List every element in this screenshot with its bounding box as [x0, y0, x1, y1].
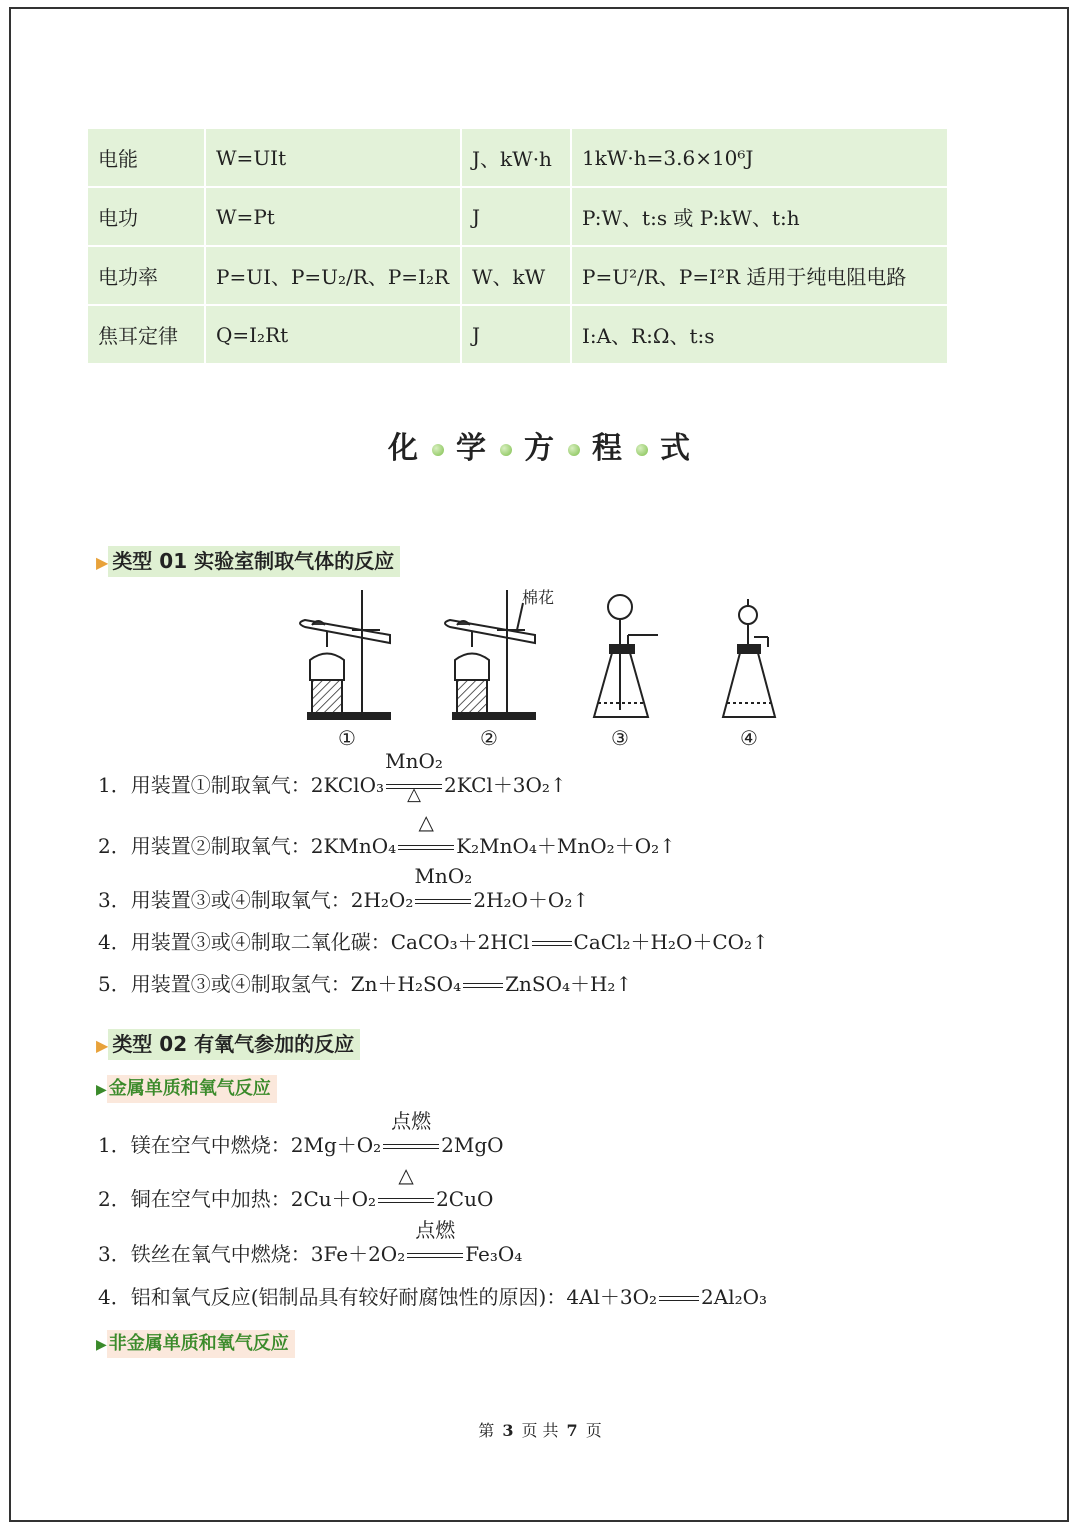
equation-line: 2．铜在空气中加热：2Cu＋O₂ △ 2CuO: [98, 1163, 494, 1211]
reaction-condition: MnO₂ △: [385, 749, 443, 805]
subsection-heading-1: [96, 1074, 277, 1100]
reaction-condition: △: [396, 834, 456, 858]
note: P:W、t:s 或 P:kW、t:h: [571, 187, 947, 246]
page-title: [0, 423, 1080, 467]
note: P=U²/R、P=I²R 适用于纯电阻电路: [571, 246, 947, 305]
reaction-condition: 点燃: [381, 1133, 441, 1157]
apparatus-label-3: ③: [611, 726, 629, 750]
apparatus-label-1: ①: [338, 726, 356, 750]
reaction-condition: MnO₂: [413, 888, 473, 912]
section-label: 类型 01 实验室制取气体的反应: [108, 546, 400, 577]
equals-sign: [659, 1296, 699, 1301]
quantity-name: 电功: [88, 187, 205, 246]
section-label: 类型 02 有氧气参加的反应: [108, 1029, 360, 1060]
title-char: 方: [524, 431, 556, 466]
unit: J、kW·h: [461, 129, 571, 187]
triangle-arrow-icon: ▶: [96, 1337, 107, 1353]
subsection-heading-2: [96, 1329, 295, 1355]
subsection-label: 金属单质和氧气反应: [107, 1075, 277, 1103]
equation-line: 4．用装置③或④制取二氧化碳：CaCO₃＋2HCl CaCl₂＋H₂O＋CO₂↑: [98, 930, 769, 954]
equation-line: 3．用装置③或④制取氧气：2H₂O₂ MnO₂ 2H₂O＋O₂↑: [98, 864, 590, 912]
bullet-dot-icon: [500, 444, 512, 456]
triangle-arrow-icon: ▶: [96, 1082, 107, 1098]
apparatus-3: [594, 595, 658, 717]
equation-line: 3．铁丝在氧气中燃烧：3Fe＋2O₂ 点燃 Fe₃O₄: [98, 1218, 523, 1266]
triangle-arrow-icon: ▶: [96, 553, 109, 572]
quantity-name: 焦耳定律: [88, 305, 205, 363]
bullet-dot-icon: [636, 444, 648, 456]
title-char: 程: [592, 431, 624, 466]
equation-line: 1．用装置①制取氧气：2KClO₃ MnO₂ △ 2KCl＋3O₂↑: [98, 749, 567, 805]
unit: W、kW: [461, 246, 571, 305]
equation-line: 5．用装置③或④制取氢气：Zn＋H₂SO₄ ZnSO₄＋H₂↑: [98, 972, 633, 996]
note: 1kW·h=3.6×10⁶J: [571, 129, 947, 187]
formula: Q=I₂Rt: [205, 305, 461, 363]
apparatus-1: [300, 590, 390, 719]
lab-apparatus-illustration: [290, 585, 790, 725]
quantity-name: 电功率: [88, 246, 205, 305]
triangle-arrow-icon: ▶: [96, 1036, 109, 1055]
apparatus-label-4: ④: [740, 726, 758, 750]
note: I:A、R:Ω、t:s: [582, 324, 715, 348]
table-row: [88, 129, 947, 187]
reaction-condition: 点燃: [405, 1242, 465, 1266]
table-row: [88, 305, 947, 363]
subsection-label: 非金属单质和氧气反应: [107, 1330, 295, 1358]
title-char: 学: [456, 431, 488, 466]
equals-sign: [532, 941, 572, 946]
equation-line: 2．用装置②制取氧气：2KMnO₄ △ K₂MnO₄＋MnO₂＋O₂↑: [98, 810, 676, 858]
page-footer: 第 3 页 共 7 页: [478, 1421, 602, 1440]
reaction-condition: △: [376, 1187, 436, 1211]
table-row: [88, 187, 947, 246]
apparatus-2: [445, 590, 535, 719]
bullet-dot-icon: [568, 444, 580, 456]
title-char: 化: [388, 431, 420, 466]
bullet-dot-icon: [432, 444, 444, 456]
equation-line: 1．镁在空气中燃烧：2Mg＋O₂ 点燃 2MgO: [98, 1109, 504, 1157]
apparatus-4: [723, 599, 775, 717]
cotton-label: 棉花: [522, 588, 555, 607]
formula: P=UI、P=U₂/R、P=I₂R: [205, 246, 461, 305]
equation-line: 4．铝和氧气反应(铝制品具有较好耐腐蚀性的原因)：4Al＋3O₂ 2Al₂O₃: [98, 1285, 768, 1309]
page-number: 3: [502, 1421, 514, 1440]
formula: W=UIt: [205, 129, 461, 187]
unit: J: [461, 305, 571, 363]
section-heading-2: [96, 1028, 360, 1057]
title-char: 式: [660, 431, 692, 466]
page-total: 7: [566, 1421, 578, 1440]
equals-sign: [463, 983, 503, 988]
physics-units-table: [88, 129, 947, 363]
quantity-name: 电能: [88, 129, 205, 187]
formula: W=Pt: [205, 187, 461, 246]
unit: J: [461, 187, 571, 246]
section-heading-1: [96, 545, 400, 574]
apparatus-label-2: ②: [480, 726, 498, 750]
table-row: [88, 246, 947, 305]
